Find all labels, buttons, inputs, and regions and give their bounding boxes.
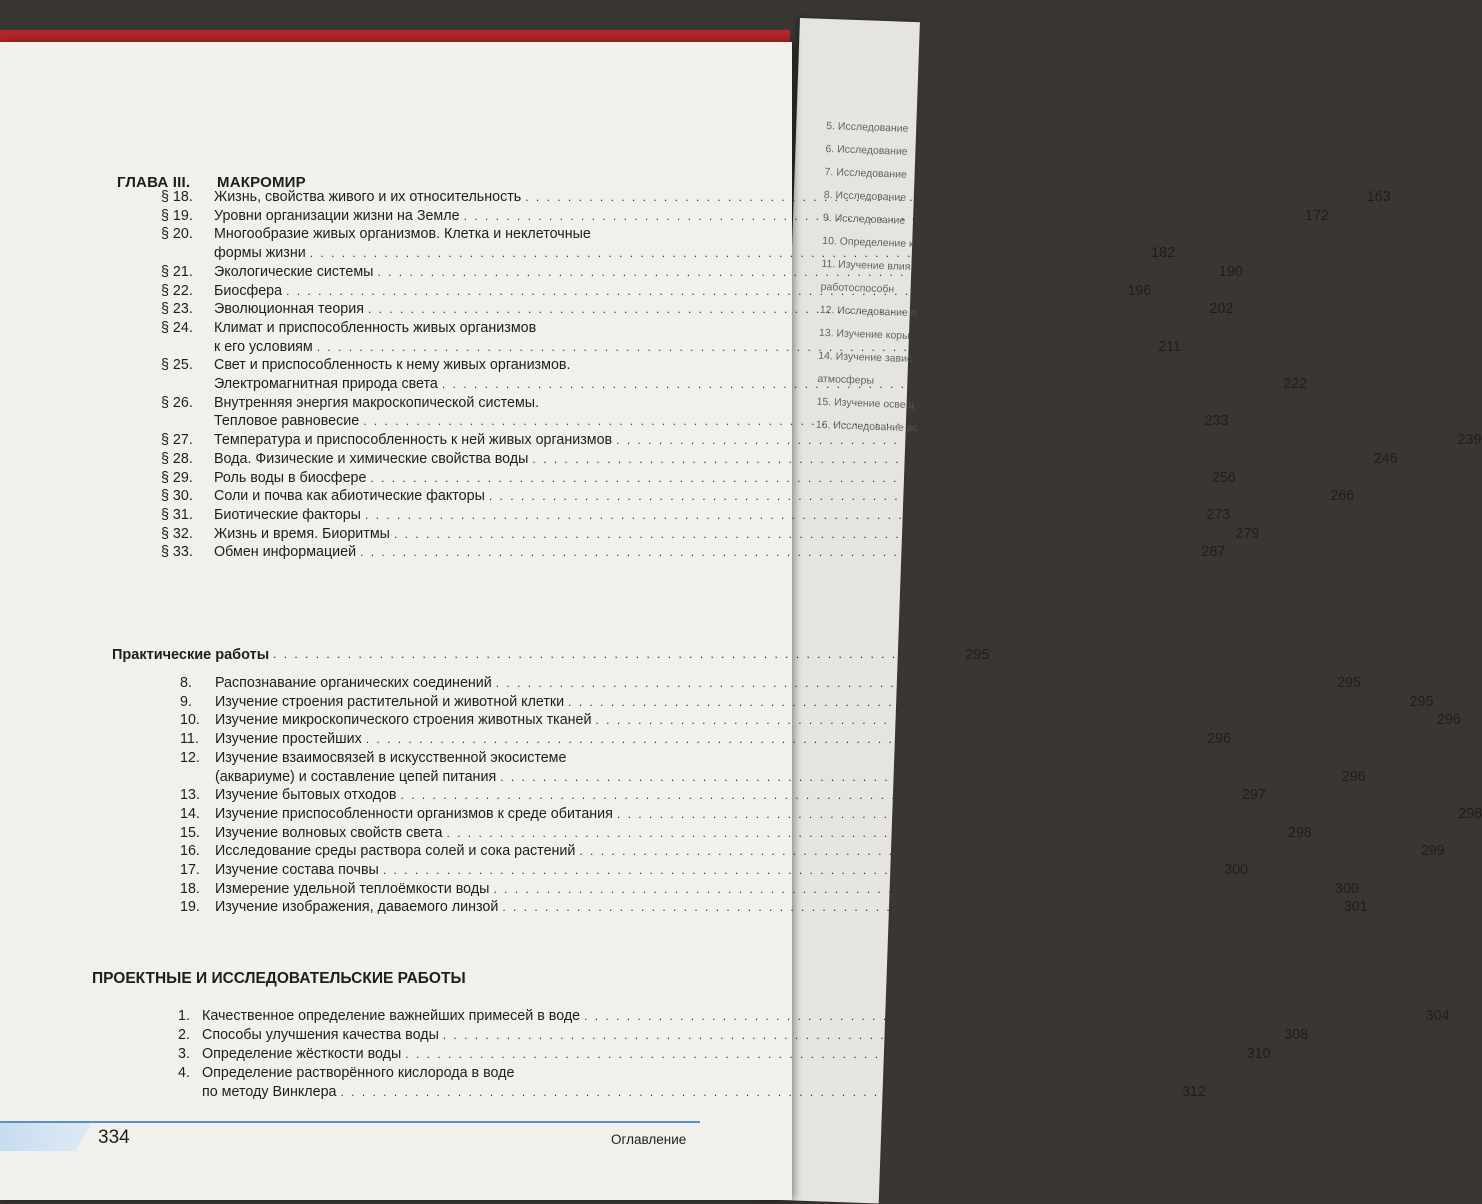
toc-entry-title: Качественное определение важнейших примесей в воде [202, 1008, 581, 1024]
adjacent-page-line: 16. Исследование вс [815, 418, 918, 435]
toc-leader [317, 338, 1154, 356]
toc-leader [568, 693, 1405, 711]
toc-entry-number: § 21. [161, 263, 193, 280]
adjacent-page-line: работоспособн [820, 280, 895, 296]
toc-entry-number: 14. [180, 805, 200, 822]
toc-entry [161, 469, 1236, 487]
adjacent-page-line: 7. Исследование [824, 165, 908, 181]
toc-entry-title: Распознавание органических соединений [215, 675, 492, 691]
toc-entry-number: § 31. [161, 506, 193, 523]
toc-leader [341, 1083, 1178, 1101]
chapter-number: ГЛАВА III. [117, 174, 191, 191]
toc-leader [502, 898, 1339, 916]
toc-entry-number: 13. [180, 787, 200, 804]
toc-entry [180, 824, 1312, 842]
toc-entry [161, 506, 1231, 524]
toc-entry-title-continued: (аквариуме) и составление цепей питания [215, 768, 497, 785]
toc-leader [617, 805, 1454, 823]
adjacent-page-line: 5. Исследование [826, 119, 909, 135]
toc-entry [161, 356, 570, 374]
toc-entry-title: Изучение бытовых отходов [215, 787, 397, 804]
toc-entry-page: 296 [1436, 712, 1461, 729]
toc-entry [180, 898, 1368, 916]
toc-leader [616, 431, 1453, 449]
toc-entry-number: 11. [180, 731, 199, 748]
toc-entry-page: 297 [1241, 787, 1266, 804]
toc-entry-page: 310 [1246, 1046, 1271, 1062]
toc-entry-title: Многообразие живых организмов. Клетка и неклеточные [214, 226, 591, 243]
toc-entry-page: 301 [1343, 899, 1368, 916]
toc-leader [442, 375, 1279, 393]
toc-entry-number: § 20. [161, 226, 193, 243]
toc-entry-page: 163 [1366, 189, 1391, 205]
toc-entry-number: 8. [180, 675, 192, 691]
toc-entry-continuation [214, 338, 1181, 356]
projects-heading: ПРОЕКТНЫЕ И ИССЛЕДОВАТЕЛЬСКИЕ РАБОТЫ [92, 970, 466, 987]
toc-leader [405, 1045, 1242, 1063]
toc-entry-title: Исследование среды раствора солей и сока растений [215, 843, 576, 860]
toc-entry-title: Внутренняя энергия макроскопической системы. [214, 394, 540, 411]
toc-entry-page: 256 [1211, 469, 1236, 486]
toc-entry [180, 711, 1461, 729]
toc-leader [377, 263, 1214, 281]
toc-entry-title: Климат и приспособленность живых организмов [214, 319, 537, 336]
adjacent-page-line: 10. Определение к [822, 234, 914, 251]
toc-leader [360, 543, 1197, 561]
toc-entry-number: § 26. [161, 394, 193, 411]
toc-entry-title: Вода. Физические и химические свойства воды [214, 450, 529, 467]
toc-entry-title: Уровни организации жизни на Земле [214, 207, 460, 224]
toc-entry-page: 233 [1204, 413, 1229, 430]
page-number: 334 [98, 1127, 130, 1148]
toc-entry-title: Биосфера [214, 282, 283, 299]
adjacent-page-line: 8. Исследование [823, 188, 907, 204]
toc-entry-number: 15. [180, 824, 200, 841]
practical-works-title: Практические работы [112, 647, 270, 663]
toc-leader [370, 469, 1207, 487]
toc-leader [489, 487, 1326, 505]
toc-entry-number: § 25. [161, 357, 193, 374]
toc-entry-title: Способы улучшения качества воды [202, 1027, 439, 1043]
practical-works-heading [112, 647, 990, 663]
adjacent-page-line: 15. Изучение освещ [816, 395, 915, 412]
toc-entry-number: 2. [178, 1027, 190, 1043]
toc-entry-title-continued: формы жизни [214, 245, 306, 262]
toc-leader [446, 824, 1283, 842]
toc-leader [496, 674, 1333, 692]
adjacent-page-line: 11. Изучение влия [821, 257, 911, 273]
toc-entry-title: Изучение приспособленности организмов к среде обитания [215, 805, 613, 822]
toc-entry-page: 190 [1218, 263, 1243, 280]
toc-entry-number: § 30. [161, 488, 193, 505]
toc-entry-page: 273 [1206, 506, 1231, 523]
toc-leader [532, 450, 1369, 468]
toc-entry [161, 487, 1355, 505]
toc-entry-number: 19. [180, 899, 200, 916]
toc-entry-title: Биотические факторы [214, 506, 361, 523]
toc-entry-page: 196 [1127, 282, 1152, 299]
toc-entry [180, 880, 1359, 898]
toc-entry [180, 842, 1445, 860]
toc-entry-page: 300 [1334, 880, 1359, 897]
toc-entry-number: 3. [178, 1046, 190, 1062]
toc-entry-page: 296 [1207, 731, 1232, 748]
adjacent-page-line: 9. Исследование [822, 211, 906, 227]
toc-entry-page: 246 [1373, 450, 1398, 467]
toc-entry-number: § 22. [161, 282, 193, 299]
toc-entry-title-continued: Тепловое равновесие [214, 413, 360, 430]
toc-entry-number: 16. [180, 843, 200, 860]
toc-entry-page: 308 [1284, 1027, 1309, 1043]
toc-leader [493, 880, 1330, 898]
toc-entry-number: 18. [180, 880, 200, 897]
toc-entry-page: 222 [1283, 376, 1308, 392]
toc-entry-title: Изучение простейших [215, 731, 362, 748]
toc-entry-number: § 19. [161, 207, 193, 224]
toc-leader [525, 188, 1362, 206]
toc-entry-title: Соли и почва как абиотические факторы [214, 488, 485, 505]
toc-entry-page: 296 [1341, 768, 1366, 785]
toc-entry-page: 299 [1420, 843, 1445, 860]
toc-entry-page: 300 [1224, 862, 1249, 878]
toc-entry-page: 287 [1201, 544, 1226, 561]
toc-entry-title: Экологические системы [214, 263, 374, 280]
toc-entry-title-continued: к его условиям [214, 338, 313, 355]
toc-entry [161, 394, 539, 412]
toc-entry-title: Определение растворённого кислорода в воде [202, 1065, 515, 1081]
toc-entry-title: Изучение изображения, даваемого линзой [215, 899, 499, 916]
toc-leader [443, 1026, 1280, 1044]
toc-entry-page: 295 [1409, 693, 1434, 710]
toc-entry [161, 225, 591, 243]
toc-entry-title: Жизнь и время. Биоритмы [214, 525, 390, 542]
toc-leader [584, 1007, 1421, 1025]
toc-entry-page: 304 [1425, 1008, 1450, 1024]
toc-leader [368, 300, 1205, 318]
toc-leader [366, 730, 1203, 748]
chapter-title: МАКРОМИР [217, 174, 306, 191]
toc-leader [394, 525, 1231, 543]
toc-entry [180, 786, 1266, 804]
adjacent-page-line: 13. Изучение коры [818, 326, 910, 343]
toc-entry [180, 674, 1362, 692]
toc-entry-title: Изучение состава почвы [215, 862, 379, 878]
toc-entry [178, 1026, 1309, 1044]
toc-entry-continuation [214, 244, 1176, 262]
toc-entry-number: § 33. [161, 544, 193, 561]
toc-entry-title: Измерение удельной теплоёмкости воды [215, 880, 490, 897]
toc-entry [178, 1007, 1450, 1025]
toc-entry-title: Изучение волновых свойств света [215, 824, 443, 841]
toc-entry-page: 172 [1305, 207, 1329, 224]
toc-leader [363, 412, 1200, 430]
toc-entry-number: § 18. [161, 189, 193, 205]
toc-entry-number: § 24. [161, 319, 193, 336]
toc-entry-number: 17. [180, 862, 200, 878]
toc-entry-page: 298 [1458, 805, 1482, 822]
toc-entry-continuation [202, 1083, 1206, 1101]
toc-entry [161, 319, 536, 337]
toc-entry-number: 9. [180, 693, 192, 710]
toc-leader [579, 842, 1416, 860]
toc-entry [161, 450, 1398, 468]
toc-entry-title: Определение жёсткости воды [202, 1046, 402, 1062]
toc-leader [310, 244, 1147, 262]
toc-entry-title: Обмен информацией [214, 544, 357, 561]
toc-entry [180, 861, 1249, 879]
toc-entry-page: 182 [1151, 245, 1176, 262]
toc-entry-page: 211 [1158, 338, 1181, 355]
footer-rule [0, 1121, 700, 1123]
toc-entry-number: 10. [180, 712, 200, 729]
toc-entry-number: § 29. [161, 469, 193, 486]
toc-entry [180, 730, 1232, 748]
footer-band [0, 1123, 92, 1151]
toc-entry-continuation [215, 768, 1366, 786]
toc-entry-title: Изучение строения растительной и животной клетки [215, 693, 565, 710]
toc-leader [401, 786, 1238, 804]
adjacent-page-line: 14. Изучение завис [818, 349, 913, 366]
toc-leader: . . . . . . . . . . . . . . . . . . . . . . . . . . . . . . . . . . . . . . . . . . . . . . . . . . . . . . . . . . . . . . . . . [273, 647, 962, 661]
toc-leader [365, 506, 1202, 524]
toc-entry [161, 543, 1226, 561]
toc-entry-number: 12. [180, 749, 200, 766]
toc-entry-title: Жизнь, свойства живого и их относительность [214, 189, 522, 205]
toc-entry-number: § 32. [161, 525, 193, 542]
toc-entry [161, 525, 1260, 543]
toc-leader [286, 282, 1123, 300]
practical-works-page: 295 [965, 647, 990, 663]
toc-entry-number: § 23. [161, 301, 193, 318]
toc-entry-page: 298 [1287, 824, 1312, 841]
toc-entry-title: Изучение взаимосвязей в искусственной экосистеме [215, 749, 567, 766]
toc-entry-page: 266 [1330, 488, 1355, 505]
toc-leader [596, 711, 1433, 729]
toc-entry-title-continued: Электромагнитная природа света [214, 376, 438, 392]
toc-entry-title-continued: по методу Винклера [202, 1084, 337, 1100]
toc-entry [180, 693, 1434, 711]
adjacent-page-line: 12. Исследование п [819, 303, 917, 320]
running-footer: Оглавление [611, 1132, 687, 1147]
toc-entry-title: Изучение микроскопического строения животных тканей [215, 712, 592, 729]
toc-entry-page: 202 [1209, 301, 1234, 318]
toc-entry-page: 279 [1235, 525, 1260, 542]
toc-entry-page: 312 [1181, 1084, 1206, 1100]
toc-entry-title: Температура и приспособленность к ней живых организмов [214, 432, 613, 449]
toc-leader [464, 207, 1301, 225]
toc-entry-number: § 27. [161, 432, 193, 449]
toc-leader [383, 861, 1220, 879]
toc-entry-title: Свет и приспособленность к нему живых организмов. [214, 357, 571, 374]
toc-entry-title: Эволюционная теория [214, 301, 364, 318]
adjacent-page-line: атмосферы [817, 372, 875, 387]
toc-entry [178, 1045, 1271, 1063]
adjacent-page-line: 6. Исследование [825, 142, 908, 158]
toc-entry-title: Роль воды в биосфере [214, 469, 367, 486]
toc-entry [178, 1064, 514, 1082]
toc-entry-number: 4. [178, 1065, 190, 1081]
toc-leader [500, 768, 1337, 786]
toc-entry [161, 431, 1482, 449]
toc-entry-page: 295 [1337, 675, 1362, 691]
toc-entry-number: § 28. [161, 450, 193, 467]
toc-entry [180, 805, 1482, 823]
toc-entry-page: 239 [1457, 432, 1482, 449]
toc-entry-number: 1. [178, 1008, 190, 1024]
toc-entry [180, 749, 566, 767]
